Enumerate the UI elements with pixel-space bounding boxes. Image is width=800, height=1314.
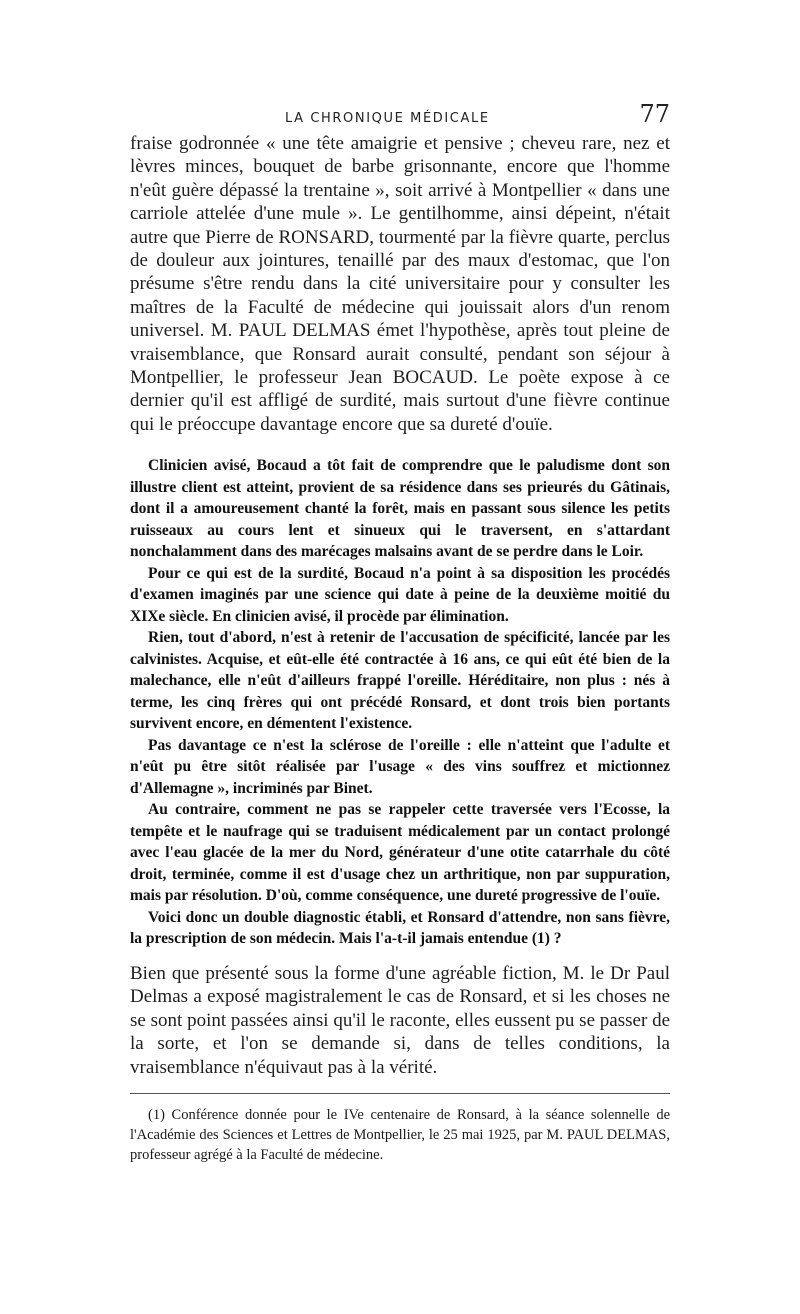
footnote-divider bbox=[130, 1093, 670, 1094]
body-paragraph-1: fraise godronnée « une tête amaigrie et pensive ; cheveu rare, nez et lèvres minces, bouquet de barbe grisonnante, encore que l'homme n'eût guère dépassé la trentaine », soit arrivé à Montpellier « dans une carriole attelée d'une mule ». Le gentilhomme, ainsi dépeint, n'était autre que Pierre de RONSARD, tourmenté par la fièvre quarte, perclus de douleur aux jointures, tenaillé par des maux d'estomac, que l'on présume s'être rendu dans la cité universitaire pour y consulter les maîtres de la Faculté de médecine qui jouissait alors d'un renom universel. M. PAUL DELMAS émet l'hypothèse, après tout pleine de vraisemblance, que Ronsard aurait consulté, pendant son séjour à Montpellier, le professeur Jean BOCAUD. Le poète expose à ce dernier qu'il est affligé de surdité, mais surtout d'une fièvre continue qui le préoccupe davantage encore que sa dureté d'ouïe. bbox=[130, 133, 670, 435]
page-number: 77 bbox=[639, 100, 670, 128]
quote-paragraph: Rien, tout d'abord, n'est à retenir de l'accusation de spécificité, lancée par les calvinistes. Acquise, et eût-elle été contractée à 16 ans, ce qui eût été bien de la malechance, elle n'eût d'ailleurs frappé l'oreille. Héréditaire, non plus : nés à terme, les cinq frères qui ont précédé Ronsard, et dont trois bien portants survivent encore, en démentent l'existence. bbox=[130, 629, 670, 732]
quote-paragraph: Clinicien avisé, Bocaud a tôt fait de comprendre que le paludisme dont son illustre client est atteint, provient de sa résidence dans ses prieurés du Gâtinais, dont il a amoureusement chanté la forêt, mais en passant sous silence les petits ruisseaux au cours lent et sinueux qui le traversent, en s'attardant nonchalamment dans des marécages malsains avant de se perdre dans le Loir. bbox=[130, 457, 670, 560]
footnote: (1) Conférence donnée pour le IVe centenaire de Ronsard, à la séance solennelle de l'Académie des Sciences et Lettres de Montpellier, le 25 mai 1925, par M. PAUL DELMAS, professeur agrégé à la Faculté de médecine. bbox=[130, 1107, 670, 1163]
quoted-passage bbox=[130, 455, 670, 950]
running-head bbox=[130, 100, 670, 134]
quote-paragraph: Au contraire, comment ne pas se rappeler cette traversée vers l'Ecosse, la tempête et le naufrage qui se traduisent médicalement par un contact prolongé avec l'eau glacée de la mer du Nord, générateur d'une otite catarrhale du côté droit, terminée, comme il est d'usage chez un arthritique, non par suppuration, mais par résolution. D'où, comme conséquence, une dureté progressive de l'ouïe. bbox=[130, 801, 670, 904]
quote-paragraph: Pas davantage ce n'est la sclérose de l'oreille : elle n'atteint que l'adulte et n'eût pu être sitôt réalisée par l'usage « des vins souffrez et mictionnez d'Allemagne », incriminés par Binet. bbox=[130, 736, 670, 797]
running-title: LA CHRONIQUE MÉDICALE bbox=[285, 111, 490, 126]
quote-paragraph: Voici donc un double diagnostic établi, et Ronsard d'attendre, non sans fièvre, la prescription de son médecin. Mais l'a-t-il jamais entendue (1) ? bbox=[130, 908, 670, 947]
quote-paragraph: Pour ce qui est de la surdité, Bocaud n'a point à sa disposition les procédés d'examen imaginés par une science qui date à peine de la deuxième moitié du XIXe siècle. En clinicien avisé, il procède par élimination. bbox=[130, 564, 670, 625]
body-paragraph-3: Bien que présenté sous la forme d'une agréable fiction, M. le Dr Paul Delmas a exposé magistralement le cas de Ronsard, et si les choses ne se sont point passées ainsi qu'il le raconte, elles eussent pu se passer de la sorte, et l'on se demande si, dans de telles conditions, la vraisemblance n'équivaut pas à la vérité. bbox=[130, 963, 670, 1078]
